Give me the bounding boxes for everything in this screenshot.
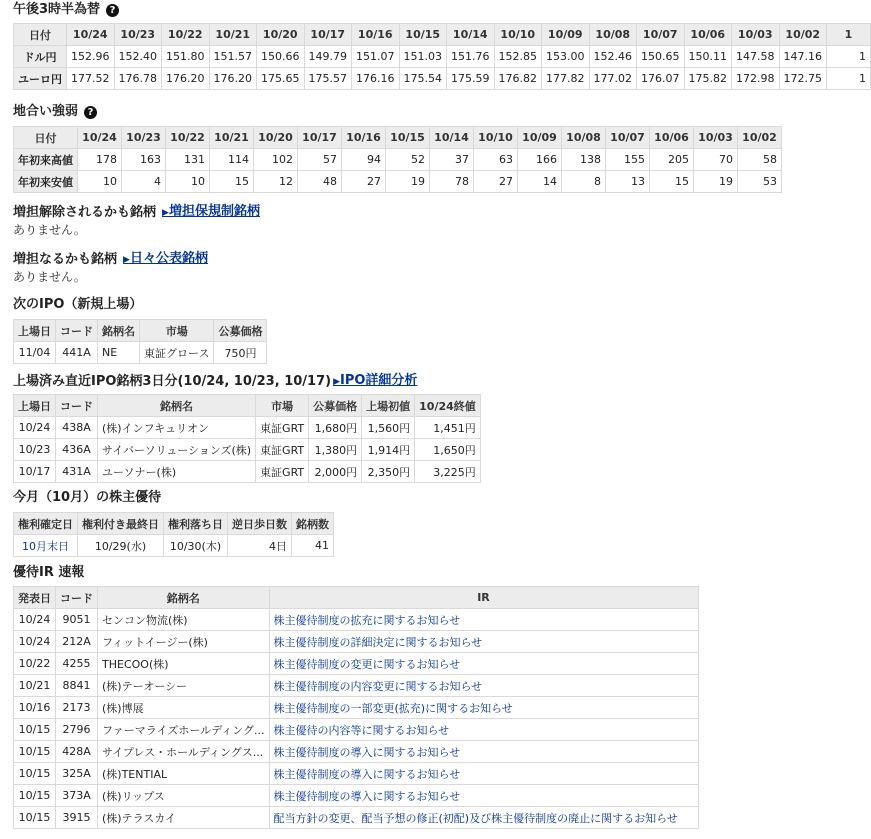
date-header: 10/10 bbox=[494, 24, 542, 46]
table-cell: 147.58 bbox=[732, 46, 780, 68]
column-header: 銘柄名 bbox=[98, 395, 256, 417]
margin-add-note: ありません。 bbox=[13, 270, 86, 284]
table-cell: 1 bbox=[827, 68, 871, 90]
date-header: 10/09 bbox=[518, 127, 562, 149]
table-cell: 58 bbox=[738, 149, 782, 171]
triangle-right-icon: ▶ bbox=[123, 255, 130, 265]
margin-release-title bbox=[13, 203, 260, 222]
column-header: コード bbox=[56, 587, 98, 609]
margin-release-link-label: 増担保規制銘柄 bbox=[168, 204, 260, 219]
table-cell: 176.78 bbox=[114, 68, 162, 90]
date-header: 10/17 bbox=[298, 127, 342, 149]
table-row bbox=[14, 342, 267, 364]
table-cell: 150.11 bbox=[684, 46, 732, 68]
table-cell: 10/17 bbox=[14, 461, 56, 483]
table-cell: 175.57 bbox=[304, 68, 352, 90]
table-row bbox=[14, 439, 481, 461]
row-label: ユーロ円 bbox=[14, 68, 67, 90]
column-header: 逆日歩日数 bbox=[228, 513, 292, 535]
table-cell: 14 bbox=[518, 171, 562, 193]
table-cell: 205 bbox=[650, 149, 694, 171]
table-cell: 152.40 bbox=[114, 46, 162, 68]
table-cell: サイバーソリューションズ(株) bbox=[98, 439, 256, 461]
recent-ipo-table bbox=[13, 394, 481, 483]
table-cell: 9051 bbox=[56, 609, 98, 631]
table-row bbox=[14, 149, 782, 171]
recent-ipo-title bbox=[13, 372, 417, 391]
table-cell: 177.82 bbox=[542, 68, 590, 90]
table-row bbox=[14, 675, 699, 697]
table-cell: 8841 bbox=[56, 675, 98, 697]
table-cell: 151.07 bbox=[352, 46, 400, 68]
table-cell: 436A bbox=[56, 439, 98, 461]
table-cell: 10/15 bbox=[14, 741, 56, 763]
table-cell: 152.46 bbox=[589, 46, 637, 68]
date-header: 10/07 bbox=[606, 127, 650, 149]
table-cell: 2173 bbox=[56, 697, 98, 719]
table-cell: 177.52 bbox=[67, 68, 115, 90]
table-cell: 41 bbox=[292, 535, 334, 557]
table-row bbox=[14, 609, 699, 631]
table-cell: (株)テラスカイ bbox=[98, 807, 270, 829]
column-header: 銘柄名 bbox=[98, 587, 270, 609]
margin-release-heading: 増担解除されるかも銘柄 bbox=[13, 204, 157, 220]
table-cell: 1,650円 bbox=[415, 439, 481, 461]
table-cell: (株)博展 bbox=[98, 697, 270, 719]
date-header: 10/15 bbox=[386, 127, 430, 149]
table-cell: 176.20 bbox=[209, 68, 257, 90]
column-header: 銘柄数 bbox=[292, 513, 334, 535]
table-cell: 212A bbox=[56, 631, 98, 653]
table-cell: 178 bbox=[78, 149, 122, 171]
table-link[interactable]: 株主優待制度の導入に関するお知らせ bbox=[269, 785, 698, 807]
margin-release-link[interactable] bbox=[162, 203, 260, 222]
date-header: 10/23 bbox=[114, 24, 162, 46]
table-cell: 176.20 bbox=[162, 68, 210, 90]
date-header: 10/02 bbox=[779, 24, 827, 46]
table-cell: (株)TENTIAL bbox=[98, 763, 270, 785]
table-cell: 11/04 bbox=[14, 342, 56, 364]
column-header: 市場 bbox=[256, 395, 309, 417]
table-cell: 10/30(木) bbox=[164, 535, 228, 557]
date-header: 10/14 bbox=[430, 127, 474, 149]
header-row bbox=[14, 587, 699, 609]
date-header: 10/20 bbox=[254, 127, 298, 149]
table-cell: 12 bbox=[254, 171, 298, 193]
table-cell: 15 bbox=[210, 171, 254, 193]
row-label: 年初来高値 bbox=[14, 149, 78, 171]
column-header: 市場 bbox=[140, 320, 214, 342]
date-header: 10/24 bbox=[78, 127, 122, 149]
table-cell: (株)リップス bbox=[98, 785, 270, 807]
table-cell: 4 bbox=[122, 171, 166, 193]
table-cell: 150.65 bbox=[637, 46, 685, 68]
date-header: 10/06 bbox=[650, 127, 694, 149]
table-cell: (株)テーオーシー bbox=[98, 675, 270, 697]
table-link[interactable]: 株主優待制度の一部変更(拡充)に関するお知らせ bbox=[269, 697, 698, 719]
header-row bbox=[14, 513, 334, 535]
date-header: 10/08 bbox=[589, 24, 637, 46]
table-cell: 438A bbox=[56, 417, 98, 439]
table-cell: 70 bbox=[694, 149, 738, 171]
table-link[interactable]: 10月末日 bbox=[14, 535, 78, 557]
table-cell: 152.85 bbox=[494, 46, 542, 68]
table-cell: 19 bbox=[694, 171, 738, 193]
table-cell: 1,914円 bbox=[362, 439, 415, 461]
table-cell: 151.03 bbox=[399, 46, 447, 68]
table-cell: 175.82 bbox=[684, 68, 732, 90]
table-link[interactable]: 株主優待制度の導入に関するお知らせ bbox=[269, 763, 698, 785]
table-cell: 138 bbox=[562, 149, 606, 171]
table-link[interactable]: 株主優待制度の拡充に関するお知らせ bbox=[269, 609, 698, 631]
table-cell: (株)インフキュリオン bbox=[98, 417, 256, 439]
date-header: 10/23 bbox=[122, 127, 166, 149]
date-header: 10/16 bbox=[342, 127, 386, 149]
table-link[interactable]: 配当方針の変更、配当予想の修正(初配)及び株主優待制度の廃止に関するお知らせ bbox=[269, 807, 698, 829]
table-cell: 東証GRT bbox=[256, 461, 309, 483]
column-header: 10/24終値 bbox=[415, 395, 481, 417]
column-header: IR bbox=[269, 587, 698, 609]
margin-add-link-label: 日々公表銘柄 bbox=[129, 251, 208, 266]
table-cell: 153.00 bbox=[542, 46, 590, 68]
fx-title: 午後3時半為替 bbox=[13, 2, 101, 17]
table-cell: 750円 bbox=[214, 342, 267, 364]
table-cell: フィットイージー(株) bbox=[98, 631, 270, 653]
table-cell: 48 bbox=[298, 171, 342, 193]
table-cell: 94 bbox=[342, 149, 386, 171]
table-cell: 78 bbox=[430, 171, 474, 193]
table-row bbox=[14, 631, 699, 653]
breadth-table-wrap bbox=[13, 126, 777, 193]
table-cell: 13 bbox=[606, 171, 650, 193]
help-icon[interactable]: ? bbox=[106, 4, 119, 17]
table-cell: 431A bbox=[56, 461, 98, 483]
table-cell: 27 bbox=[342, 171, 386, 193]
ipo-detail-link-label: IPO詳細分析 bbox=[339, 373, 418, 388]
next-ipo-title: 次のIPO（新規上場） bbox=[13, 297, 143, 312]
table-cell: 19 bbox=[386, 171, 430, 193]
table-cell: 10/24 bbox=[14, 631, 56, 653]
table-cell: 176.07 bbox=[637, 68, 685, 90]
header-row bbox=[14, 320, 267, 342]
column-header: 公募価格 bbox=[214, 320, 267, 342]
table-cell: 37 bbox=[430, 149, 474, 171]
table-cell: 10/24 bbox=[14, 417, 56, 439]
table-cell: 東証GRT bbox=[256, 439, 309, 461]
table-link[interactable]: 株主優待制度の導入に関するお知らせ bbox=[269, 741, 698, 763]
table-cell: 149.79 bbox=[304, 46, 352, 68]
table-cell: 2796 bbox=[56, 719, 98, 741]
table-cell: 4255 bbox=[56, 653, 98, 675]
table-cell: 3915 bbox=[56, 807, 98, 829]
table-cell: 1,560円 bbox=[362, 417, 415, 439]
margin-add-link[interactable] bbox=[123, 250, 208, 269]
table-cell: 10/21 bbox=[14, 675, 56, 697]
table-cell: ユーソナー(株) bbox=[98, 461, 256, 483]
table-cell: サイプレス・ホールディングス... bbox=[98, 741, 270, 763]
table-cell: 176.82 bbox=[494, 68, 542, 90]
column-header: 上場日 bbox=[14, 395, 56, 417]
header-row bbox=[14, 24, 871, 46]
table-link[interactable]: 株主優待制度の詳細決定に関するお知らせ bbox=[269, 631, 698, 653]
date-header: 1 bbox=[827, 24, 871, 46]
table-cell: 10/23 bbox=[14, 439, 56, 461]
table-cell: 10/15 bbox=[14, 763, 56, 785]
table-cell: 155 bbox=[606, 149, 650, 171]
triangle-right-icon: ▶ bbox=[333, 377, 340, 387]
table-row bbox=[14, 46, 871, 68]
table-cell: 1,380円 bbox=[309, 439, 362, 461]
column-header: 上場初値 bbox=[362, 395, 415, 417]
breadth-title: 地合い強弱 bbox=[13, 104, 79, 119]
table-cell: 4日 bbox=[228, 535, 292, 557]
date-header: 10/17 bbox=[304, 24, 352, 46]
table-cell: 151.80 bbox=[162, 46, 210, 68]
fx-table bbox=[13, 23, 871, 90]
table-cell: 10/24 bbox=[14, 609, 56, 631]
date-header: 10/09 bbox=[542, 24, 590, 46]
date-header-label: 日付 bbox=[14, 24, 67, 46]
table-row bbox=[14, 697, 699, 719]
date-header-label: 日付 bbox=[14, 127, 78, 149]
header-row bbox=[14, 395, 481, 417]
table-cell: 152.96 bbox=[67, 46, 115, 68]
table-cell: 10/15 bbox=[14, 785, 56, 807]
table-cell: 東証グロース bbox=[140, 342, 214, 364]
date-header: 10/10 bbox=[474, 127, 518, 149]
date-header: 10/21 bbox=[209, 24, 257, 46]
table-cell: 172.98 bbox=[732, 68, 780, 90]
column-header: コード bbox=[56, 320, 98, 342]
date-header: 10/07 bbox=[637, 24, 685, 46]
date-header: 10/15 bbox=[399, 24, 447, 46]
table-cell: 3,225円 bbox=[415, 461, 481, 483]
table-cell: 27 bbox=[474, 171, 518, 193]
table-link[interactable]: 株主優待の内容等に関するお知らせ bbox=[269, 719, 698, 741]
table-row bbox=[14, 171, 782, 193]
table-row bbox=[14, 741, 699, 763]
table-cell: 10 bbox=[166, 171, 210, 193]
header-row bbox=[14, 127, 782, 149]
margin-release-note: ありません。 bbox=[13, 223, 86, 237]
yutai-title: 今月（10月）の株主優待 bbox=[13, 490, 162, 505]
table-cell: 151.57 bbox=[209, 46, 257, 68]
table-cell: 63 bbox=[474, 149, 518, 171]
table-cell: 151.76 bbox=[447, 46, 495, 68]
date-header: 10/03 bbox=[694, 127, 738, 149]
table-row bbox=[14, 785, 699, 807]
fx-section-title bbox=[13, 0, 119, 20]
table-cell: THECOO(株) bbox=[98, 653, 270, 675]
table-cell: 10 bbox=[78, 171, 122, 193]
table-cell: 176.16 bbox=[352, 68, 400, 90]
table-cell: ファーマライズホールディング... bbox=[98, 719, 270, 741]
margin-add-heading: 増担なるかも銘柄 bbox=[13, 251, 118, 267]
ir-title: 優待IR 速報 bbox=[13, 565, 85, 580]
table-cell: 2,000円 bbox=[309, 461, 362, 483]
column-header: 権利付き最終日 bbox=[78, 513, 164, 535]
table-cell: 10/22 bbox=[14, 653, 56, 675]
help-icon[interactable]: ? bbox=[84, 106, 97, 119]
table-cell: 15 bbox=[650, 171, 694, 193]
margin-add-title bbox=[13, 250, 208, 269]
table-cell: 428A bbox=[56, 741, 98, 763]
date-header: 10/02 bbox=[738, 127, 782, 149]
table-cell: センコン物流(株) bbox=[98, 609, 270, 631]
table-cell: 373A bbox=[56, 785, 98, 807]
table-cell: 177.02 bbox=[589, 68, 637, 90]
table-row bbox=[14, 719, 699, 741]
date-header: 10/14 bbox=[447, 24, 495, 46]
date-header: 10/08 bbox=[562, 127, 606, 149]
breadth-table bbox=[13, 126, 782, 193]
table-cell: 441A bbox=[56, 342, 98, 364]
table-cell: 10/29(水) bbox=[78, 535, 164, 557]
table-cell: 2,350円 bbox=[362, 461, 415, 483]
next-ipo-table bbox=[13, 319, 267, 364]
recent-ipo-heading: 上場済み直近IPO銘柄3日分(10/24, 10/23, 10/17) bbox=[13, 373, 332, 389]
table-cell: 147.16 bbox=[779, 46, 827, 68]
table-cell: 131 bbox=[166, 149, 210, 171]
table-cell: NE bbox=[98, 342, 140, 364]
table-cell: 53 bbox=[738, 171, 782, 193]
ir-table bbox=[13, 586, 699, 829]
row-label: ドル円 bbox=[14, 46, 67, 68]
table-cell: 175.54 bbox=[399, 68, 447, 90]
column-header: 発表日 bbox=[14, 587, 56, 609]
table-row bbox=[14, 417, 481, 439]
table-cell: 166 bbox=[518, 149, 562, 171]
table-cell: 8 bbox=[562, 171, 606, 193]
table-cell: 163 bbox=[122, 149, 166, 171]
table-row bbox=[14, 807, 699, 829]
date-header: 10/03 bbox=[732, 24, 780, 46]
date-header: 10/22 bbox=[166, 127, 210, 149]
table-link[interactable]: 株主優待制度の変更に関するお知らせ bbox=[269, 653, 698, 675]
table-cell: 114 bbox=[210, 149, 254, 171]
column-header: コード bbox=[56, 395, 98, 417]
table-cell: 57 bbox=[298, 149, 342, 171]
table-cell: 10/16 bbox=[14, 697, 56, 719]
column-header: 上場日 bbox=[14, 320, 56, 342]
table-cell: 52 bbox=[386, 149, 430, 171]
table-row bbox=[14, 535, 334, 557]
date-header: 10/16 bbox=[352, 24, 400, 46]
table-cell: 1,680円 bbox=[309, 417, 362, 439]
date-header: 10/21 bbox=[210, 127, 254, 149]
table-cell: 172.75 bbox=[779, 68, 827, 90]
table-row bbox=[14, 763, 699, 785]
table-cell: 10/15 bbox=[14, 719, 56, 741]
yutai-table bbox=[13, 512, 334, 557]
ipo-detail-link[interactable] bbox=[333, 372, 417, 391]
table-cell: 175.65 bbox=[257, 68, 305, 90]
date-header: 10/22 bbox=[162, 24, 210, 46]
fx-table-wrap bbox=[13, 23, 866, 90]
table-cell: 102 bbox=[254, 149, 298, 171]
table-cell: 10/15 bbox=[14, 807, 56, 829]
table-cell: 1 bbox=[827, 46, 871, 68]
table-row bbox=[14, 461, 481, 483]
breadth-section-title bbox=[13, 103, 97, 121]
row-label: 年初来安値 bbox=[14, 171, 78, 193]
table-row bbox=[14, 653, 699, 675]
column-header: 公募価格 bbox=[309, 395, 362, 417]
column-header: 権利落ち日 bbox=[164, 513, 228, 535]
table-row bbox=[14, 68, 871, 90]
table-cell: 1,451円 bbox=[415, 417, 481, 439]
table-link[interactable]: 株主優待制度の内容変更に関するお知らせ bbox=[269, 675, 698, 697]
date-header: 10/06 bbox=[684, 24, 732, 46]
table-cell: 150.66 bbox=[257, 46, 305, 68]
table-cell: 175.59 bbox=[447, 68, 495, 90]
table-cell: 325A bbox=[56, 763, 98, 785]
triangle-right-icon: ▶ bbox=[162, 208, 169, 218]
column-header: 銘柄名 bbox=[98, 320, 140, 342]
table-cell: 東証GRT bbox=[256, 417, 309, 439]
date-header: 10/24 bbox=[67, 24, 115, 46]
date-header: 10/20 bbox=[257, 24, 305, 46]
column-header: 権利確定日 bbox=[14, 513, 78, 535]
